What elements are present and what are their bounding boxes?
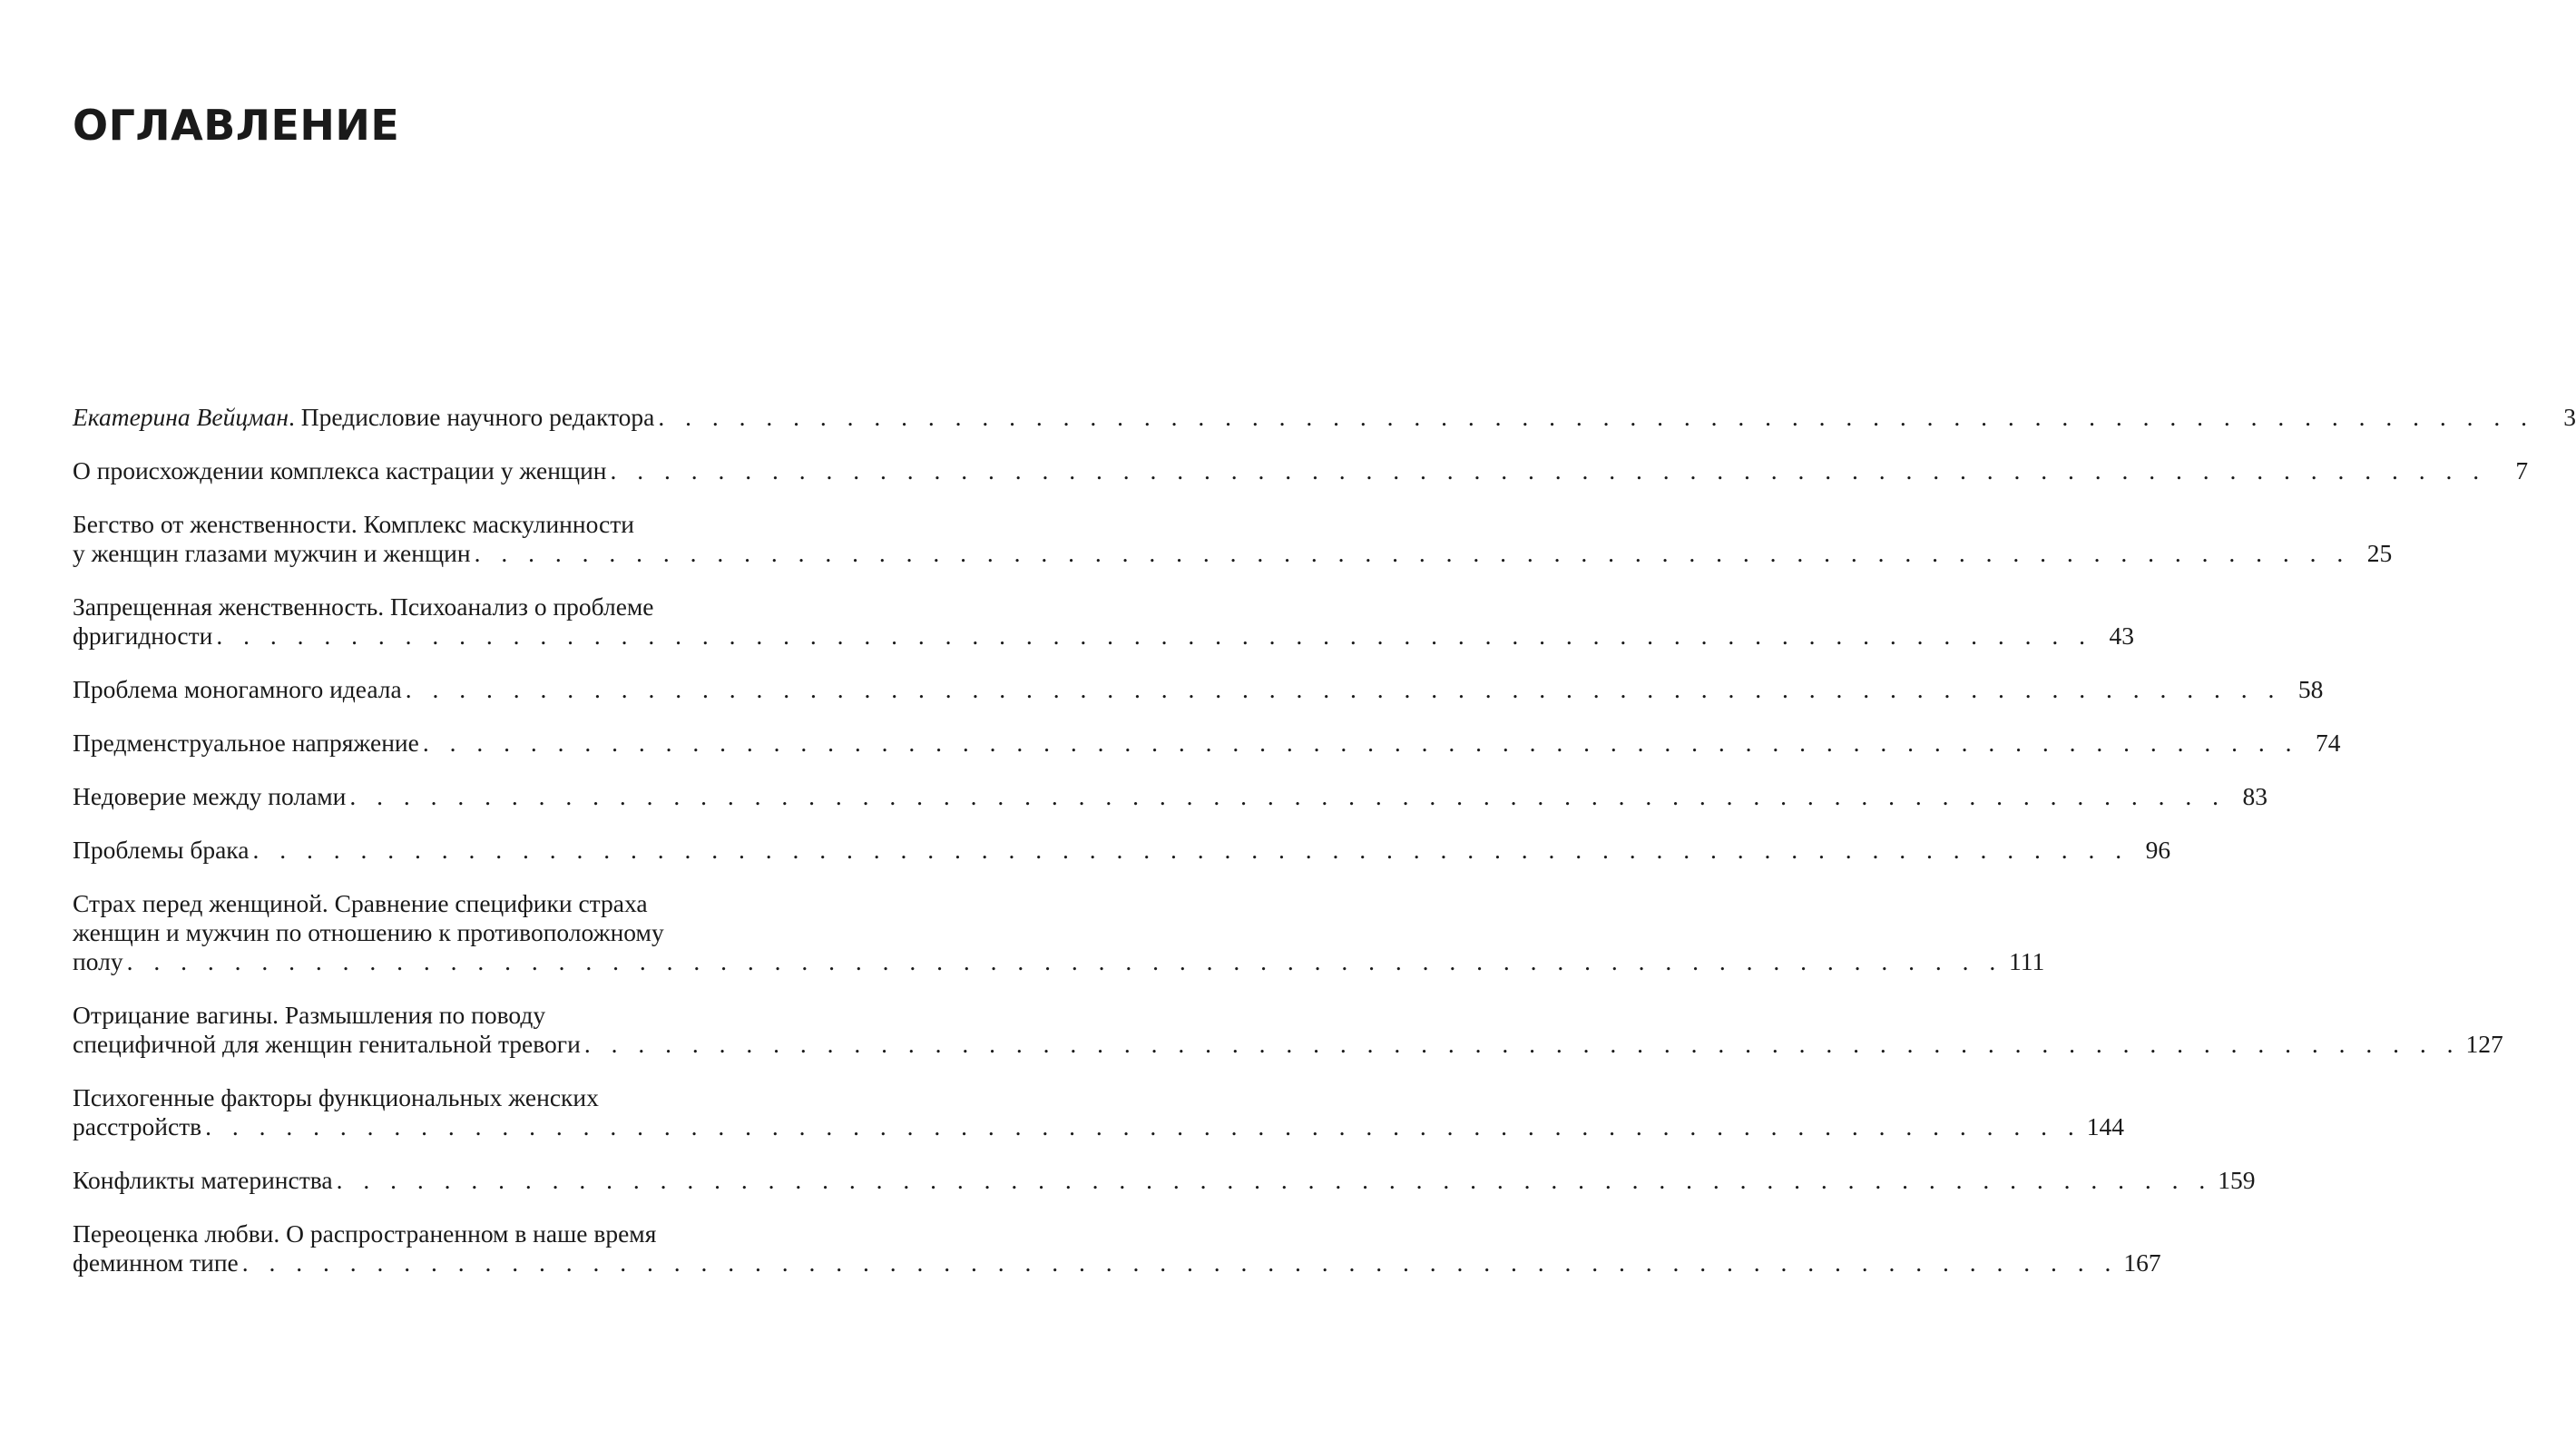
toc-entry-final-line xyxy=(73,403,2576,432)
toc-entry-title: специфичной для женщин генитальной тревоги xyxy=(73,1030,581,1058)
toc-entry-final-line xyxy=(73,456,2529,485)
toc-entry-title: Проблемы брака xyxy=(73,836,250,864)
toc-entry-final-line xyxy=(73,539,2393,568)
toc-entry-text xyxy=(73,1248,239,1277)
toc-dot-leader: . . . . . . . . . . . . . . . . . . . . . . . . . . . . . . . . . . . . . . . . . . . . . . . . . . . . . . . . . . . . . . . . . . . . . . xyxy=(583,1030,2461,1058)
toc-entry-final-line xyxy=(73,729,2341,758)
toc-entry[interactable] xyxy=(73,1219,2161,1277)
toc-page-number: 43 xyxy=(2109,622,2134,650)
toc-page-number: 25 xyxy=(2366,539,2393,567)
toc-page-number: 3 xyxy=(2563,403,2576,431)
toc-entry-title: . Предисловие научного редактора xyxy=(289,403,655,431)
toc-entry-line: Страх перед женщиной. Сравнение специфики страха xyxy=(73,889,648,917)
toc-entry-text xyxy=(73,836,249,865)
toc-entry-text xyxy=(73,456,607,485)
toc-entry-title: Недоверие между полами xyxy=(73,782,347,810)
toc-entry[interactable] xyxy=(73,1083,2125,1141)
toc-dot-leader: . . . . . . . . . . . . . . . . . . . . . . . . . . . . . . . . . . . . . . . . . . . . . . . . . . . . . . . . . . . . . . . . . . . . . . xyxy=(205,1112,2081,1140)
toc-entry-line: Психогенные факторы функциональных женских xyxy=(73,1083,599,1111)
toc-dot-leader: . . . . . . . . . . . . . . . . . . . . . . . . . . . . . . . . . . . . . . . . . . . . . . . . . . . . . . . . . . . . . . . . . . . . . . xyxy=(405,675,2282,703)
toc-dot-leader: . . . . . . . . . . . . . . . . . . . . . . . . . . . . . . . . . . . . . . . . . . . . . . . . . . . . . . . . . . . . . . . . . . . . . . xyxy=(474,539,2351,567)
toc-page-number: 58 xyxy=(2297,675,2324,703)
toc-entry-final-line xyxy=(73,947,2045,976)
toc-entry-text xyxy=(73,622,212,651)
toc-entry-final-line xyxy=(73,1112,2125,1141)
toc-dot-leader: . . . . . . . . . . . . . . . . . . . . . . . . . . . . . . . . . . . . . . . . . . . . . . . . . . . . . . . . . . . . . . . . . . . . . . xyxy=(349,782,2227,810)
toc-page-number: 96 xyxy=(2145,836,2171,864)
toc-entry-title: у женщин глазами мужчин и женщин xyxy=(73,539,471,567)
toc-page-number: 7 xyxy=(2515,456,2529,484)
toc-dot-leader: . . . . . . . . . . . . . . . . . . . . . . . . . . . . . . . . . . . . . . . . . . . . . . . . . . . . . . . . . . . . . . . . . . . . . . xyxy=(422,729,2299,757)
toc-entry[interactable] xyxy=(73,510,2393,568)
toc-entry-text xyxy=(73,675,402,704)
toc-entry-line: Бегство от женственности. Комплекс маскулинности xyxy=(73,510,634,538)
toc-entry[interactable] xyxy=(73,836,2171,865)
toc-entry[interactable] xyxy=(73,403,2576,432)
toc-dot-leader: . . . . . . . . . . . . . . . . . . . . . . . . . . . . . . . . . . . . . . . . . . . . . . . . . . . . . . . . . . . . . . . . . . . . . . xyxy=(610,456,2487,484)
toc-dot-leader: . . . . . . . . . . . . . . . . . . . . . . . . . . . . . . . . . . . . . . . . . . . . . . . . . . . . . . . . . . . . . . . . . . . . . . xyxy=(336,1166,2213,1194)
toc-entry-text xyxy=(73,1030,581,1059)
toc-entry-text xyxy=(73,947,123,976)
toc-entry[interactable] xyxy=(73,889,2045,976)
toc-entry-line: Запрещенная женственность. Психоанализ о проблеме xyxy=(73,592,654,621)
toc-page-number: 127 xyxy=(2465,1030,2503,1058)
toc-entry-title: Конфликты материнства xyxy=(73,1166,333,1194)
table-of-contents xyxy=(73,403,2576,1302)
toc-entry-final-line xyxy=(73,1166,2256,1195)
toc-entry-line: Переоценка любви. О распространенном в наше время xyxy=(73,1219,657,1248)
toc-entry-text xyxy=(73,782,346,811)
toc-entry-final-line xyxy=(73,675,2324,704)
toc-page-number: 74 xyxy=(2315,729,2341,757)
toc-entry-author: Екатерина Вейцман xyxy=(73,403,289,431)
toc-dot-leader: . . . . . . . . . . . . . . . . . . . . . . . . . . . . . . . . . . . . . . . . . . . . . . . . . . . . . . . . . . . . . . . . . . . . . . xyxy=(126,947,2003,975)
toc-entry-title: О происхождении комплекса кастрации у женщин xyxy=(73,456,607,484)
toc-dot-leader: . . . . . . . . . . . . . . . . . . . . . . . . . . . . . . . . . . . . . . . . . . . . . . . . . . . . . . . . . . . . . . . . . . . . . . xyxy=(252,836,2130,864)
toc-entry[interactable] xyxy=(73,1001,2503,1059)
toc-dot-leader: . . . . . . . . . . . . . . . . . . . . . . . . . . . . . . . . . . . . . . . . . . . . . . . . . . . . . . . . . . . . . . . . . . . . . . xyxy=(658,403,2534,431)
toc-page-number: 159 xyxy=(2218,1166,2256,1194)
toc-entry-line: женщин и мужчин по отношению к противоположному xyxy=(73,918,664,946)
toc-entry-title: расстройств xyxy=(73,1112,202,1140)
toc-entry-text xyxy=(73,539,471,568)
toc-entry-text xyxy=(73,1166,333,1195)
toc-entry-final-line xyxy=(73,622,2134,651)
page-title: ОГЛАВЛЕНИЕ xyxy=(73,101,400,150)
toc-page-number: 111 xyxy=(2008,947,2045,975)
toc-entry-line: Отрицание вагины. Размышления по поводу xyxy=(73,1001,546,1029)
toc-entry[interactable] xyxy=(73,782,2268,811)
toc-entry[interactable] xyxy=(73,675,2324,704)
toc-entry[interactable] xyxy=(73,1166,2256,1195)
toc-entry-title: полу xyxy=(73,947,123,975)
toc-dot-leader: . . . . . . . . . . . . . . . . . . . . . . . . . . . . . . . . . . . . . . . . . . . . . . . . . . . . . . . . . . . . . . . . . . . . . . xyxy=(216,622,2092,650)
toc-dot-leader: . . . . . . . . . . . . . . . . . . . . . . . . . . . . . . . . . . . . . . . . . . . . . . . . . . . . . . . . . . . . . . . . . . . . . . xyxy=(241,1248,2119,1277)
toc-page-number: 83 xyxy=(2242,782,2268,810)
toc-entry-title: фригидности xyxy=(73,622,213,650)
toc-page-number: 144 xyxy=(2086,1112,2125,1140)
toc-entry-text xyxy=(73,729,419,758)
toc-entry-final-line xyxy=(73,1248,2161,1277)
toc-page-number: 167 xyxy=(2123,1248,2161,1277)
toc-entry-title: Предменструальное напряжение xyxy=(73,729,419,757)
toc-entry-final-line xyxy=(73,1030,2503,1059)
toc-entry[interactable] xyxy=(73,456,2529,485)
toc-entry-final-line xyxy=(73,782,2268,811)
toc-entry[interactable] xyxy=(73,592,2134,651)
toc-entry-title: Проблема моногамного идеала xyxy=(73,675,402,703)
toc-entry-text xyxy=(73,1112,201,1141)
toc-entry-title: феминном типе xyxy=(73,1248,239,1277)
toc-entry-final-line xyxy=(73,836,2171,865)
toc-entry-text xyxy=(73,403,654,432)
toc-entry[interactable] xyxy=(73,729,2341,758)
